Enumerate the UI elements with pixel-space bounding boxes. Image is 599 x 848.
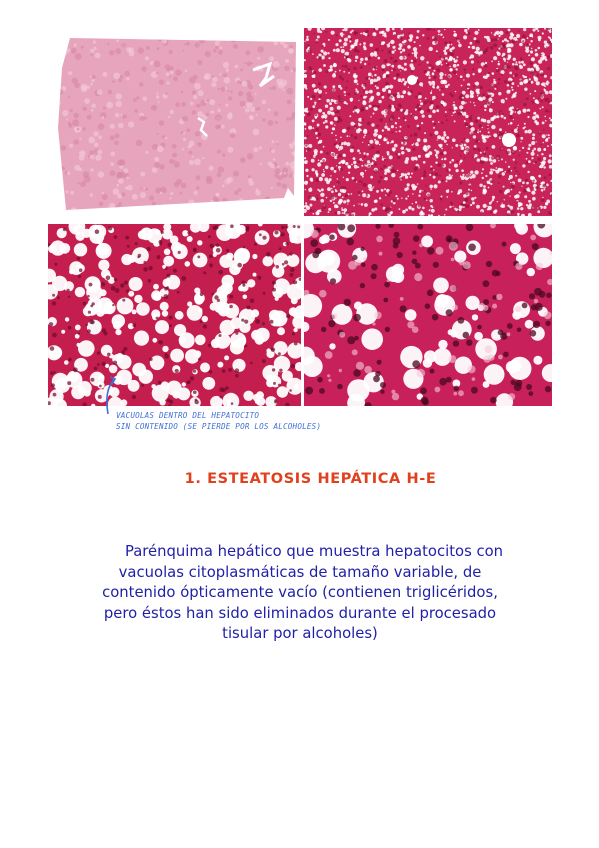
- description-line-2: vacuolas citoplasmáticas de tamaño variable, de: [118, 563, 482, 581]
- description-line-3: contenido ópticamente vacío (contienen triglicéridos,: [102, 584, 498, 601]
- histology-image-medium-magnification: [304, 28, 552, 216]
- description-line-4: pero éstos han sido eliminados durante el procesado: [103, 604, 497, 622]
- description-paragraph: [60, 542, 540, 645]
- annotation-line-2: SIN CONTENIDO (SE PIERDE POR LOS ALCOHOLES): [116, 422, 322, 431]
- histology-image-very-high-magnification: [304, 224, 552, 406]
- description-line-1: Parénquima hepático que muestra hepatocitos con: [124, 543, 504, 560]
- section-title: 1. ESTEATOSIS HEPÁTICA H-E: [184, 471, 437, 487]
- annotation-line-1: VACUOLAS DENTRO DEL HEPATOCITO: [116, 411, 260, 420]
- histology-image-high-magnification: [48, 224, 301, 406]
- histology-image-low-magnification: [48, 28, 301, 214]
- handwritten-annotation: [116, 410, 376, 432]
- description-line-5: tisular por alcoholes): [222, 625, 378, 642]
